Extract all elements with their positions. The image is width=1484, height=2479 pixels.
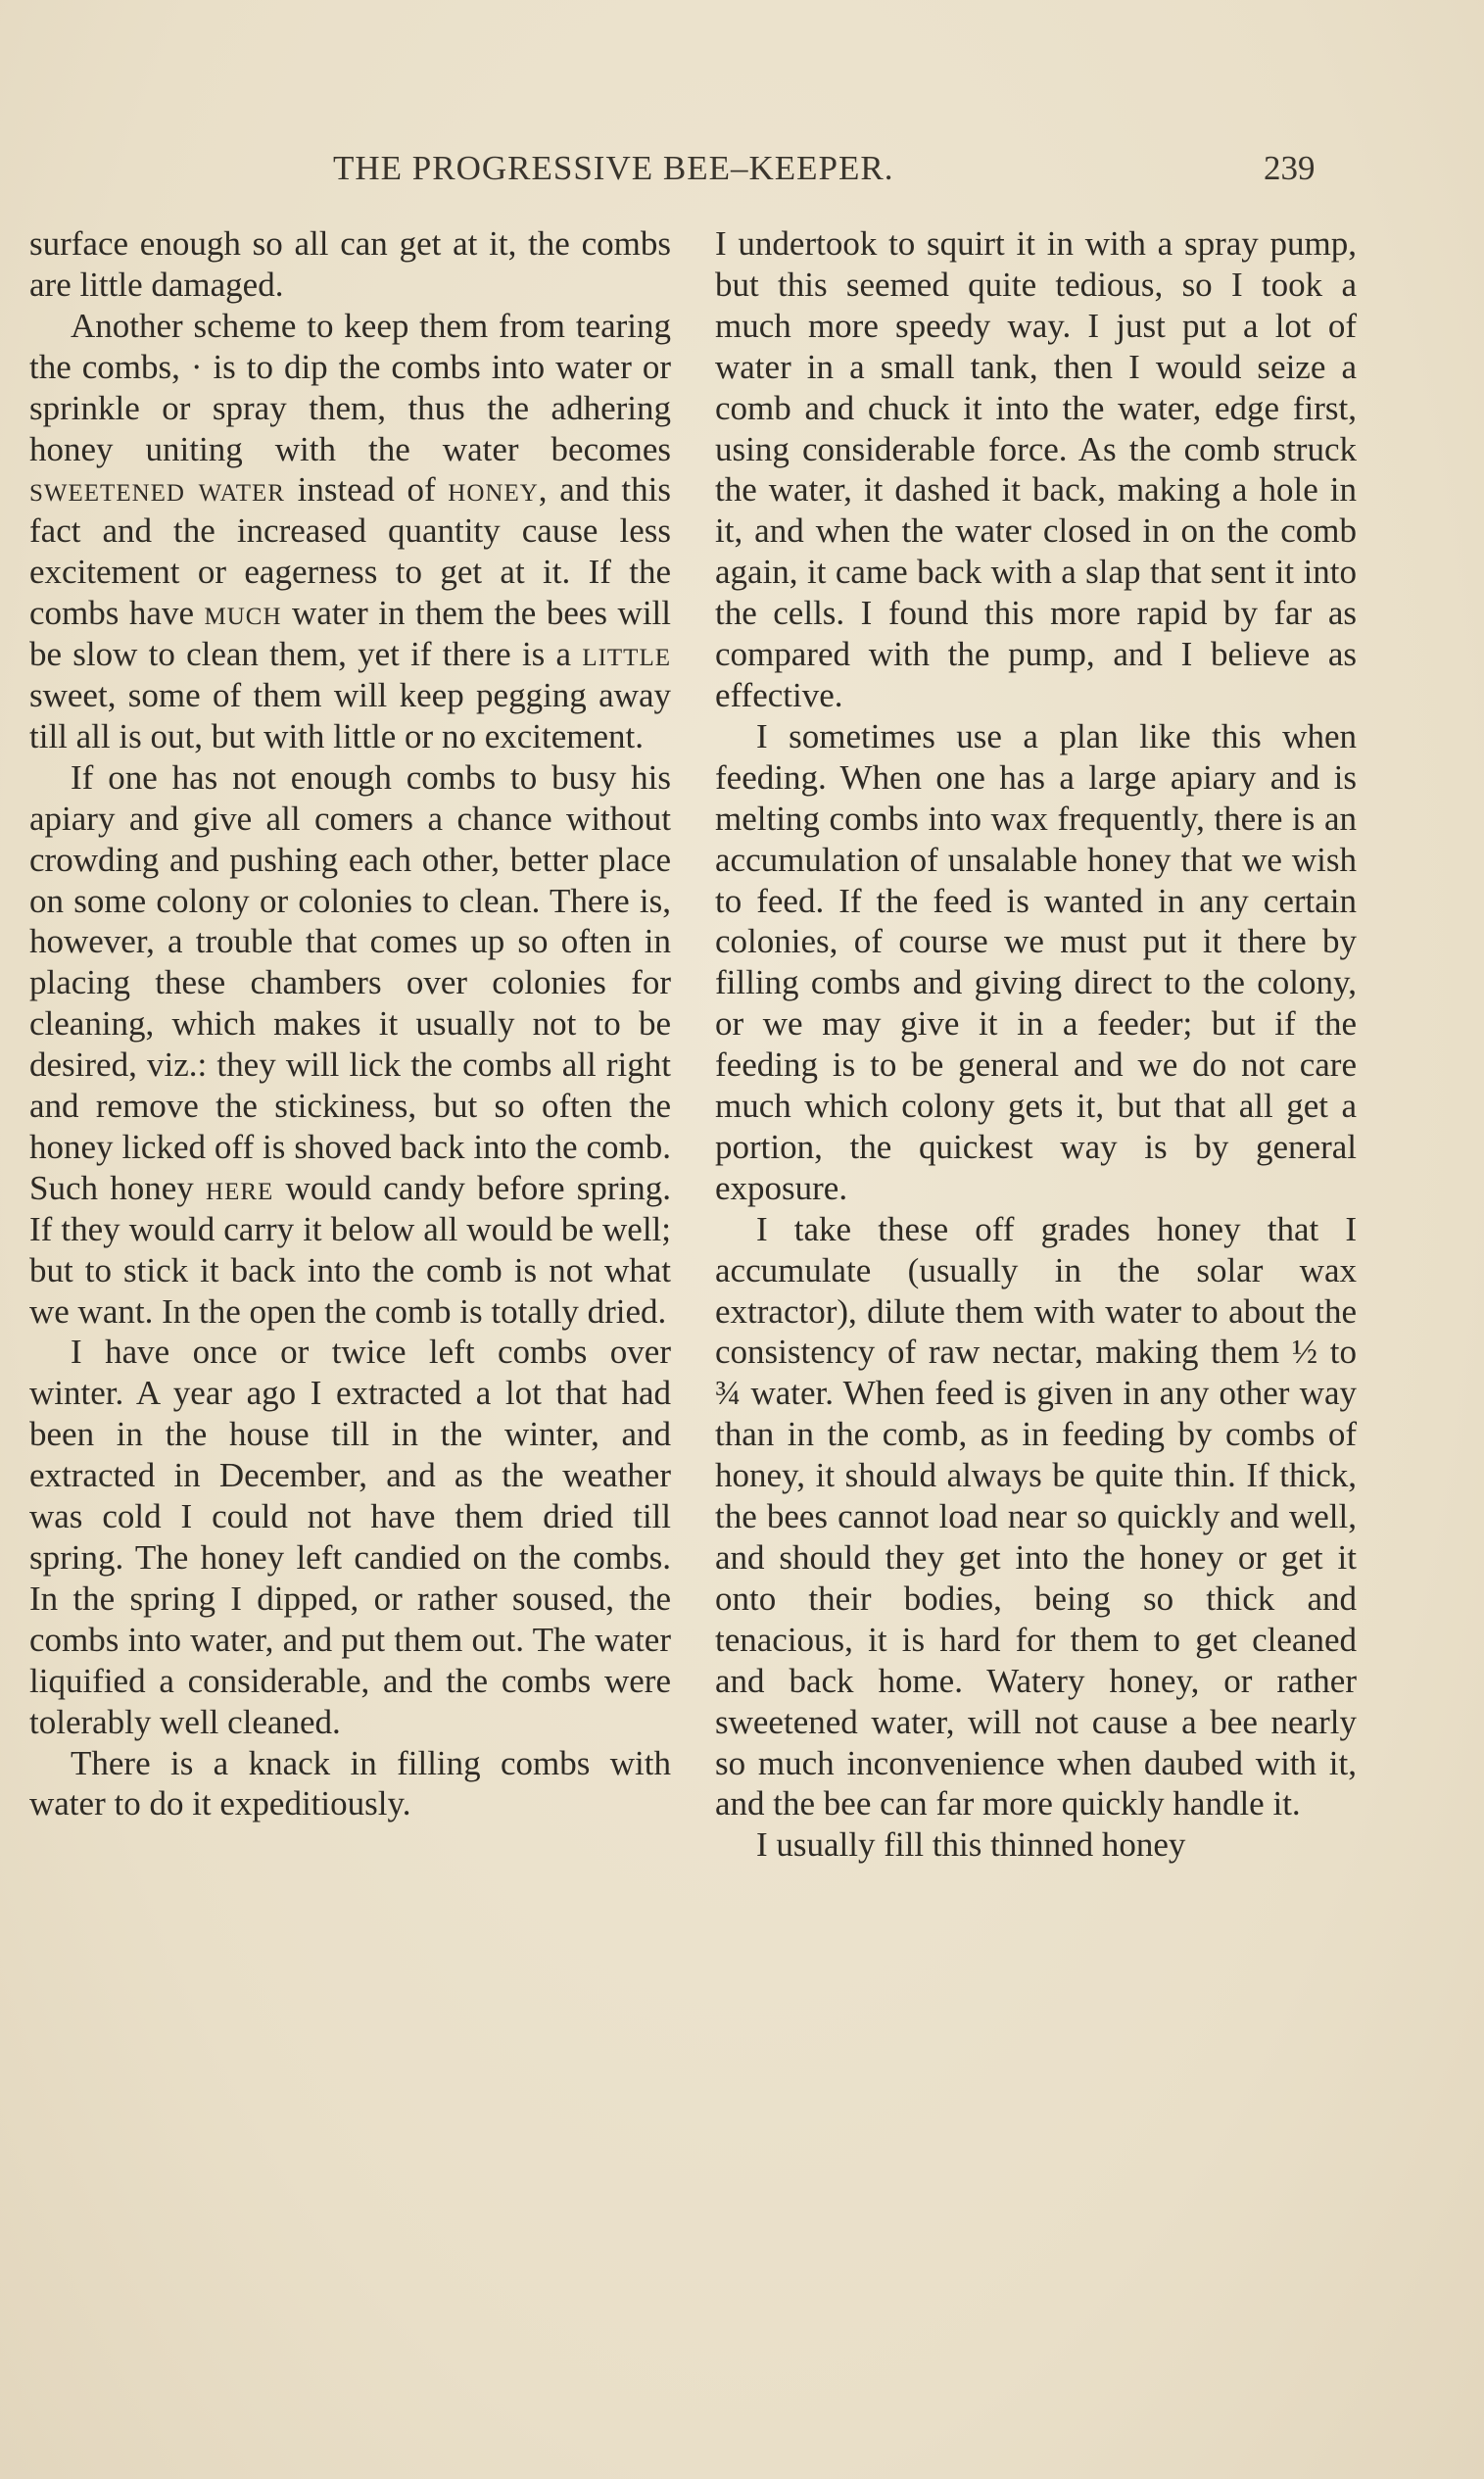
emphasis-text: here — [206, 1168, 274, 1207]
text-run: water in them the bees will be slow to clean them, yet if there is a — [29, 594, 671, 674]
emphasis-text: sweetened water — [29, 470, 285, 510]
paragraph — [29, 757, 671, 1333]
text-run: instead of — [284, 470, 449, 510]
text-run: Another scheme to keep them from tearing the combs, · is to dip the combs into water or sprinkle or spray them, thus the adhering honey uniting with the water becomes — [29, 306, 671, 468]
page-number: 239 — [1264, 149, 1316, 187]
left-column — [29, 223, 671, 1824]
emphasis-text: little — [582, 635, 671, 674]
fraction: ¾ — [715, 1374, 742, 1413]
paragraph — [29, 306, 671, 757]
journal-title: THE PROGRESSIVE BEE–KEEPER. — [333, 149, 894, 187]
paragraph: I have once or twice left combs over winter. A year ago I extracted a lot that had been in the house till in the winter, and extracted in December, and as the weather was cold I could not have them dried till spring. The honey left candied on the combs. In the spring I dipped, or rather soused, the combs into water, and put them out. The water liquified a considerable, and the combs were tolerably well cleaned. — [29, 1333, 671, 1741]
running-header — [29, 149, 1362, 198]
paragraph: I undertook to squirt it in with a spray pump, but this seemed quite tedious, so I took a much more speedy way. I just put a lot of water in a small tank, then I would seize a comb and chuck it into the water, edge first, using considerable force. As the comb struck the water, it dashed it back, making a hole in it, and when the water closed in on the comb again, it came back with a slap that sent it into the cells. I found this more rapid by far as compared with the pump, and I believe as effective. — [715, 224, 1357, 714]
text-run: would candy before spring. If they would carry it below all would be well; but to stick it back into the comb is not what we want. In the open the comb is totally dried. — [29, 1168, 671, 1331]
paragraph — [715, 1209, 1357, 1825]
text-run: water. When feed is given in any other way than in the comb, as in feeding by combs of honey, it should always be quite thin. If thick, the bees cannot load near so quickly and well, and should they get into the honey or get it onto their bodies, being so thick and tenacious, it is hard for them to get cleaned and back home. Watery honey, or rather sweetened water, will not cause a bee nearly so much inconvenience when daubed with it, and the bee can far more quickly handle it. — [715, 1374, 1357, 1823]
emphasis-text: much — [204, 594, 282, 633]
emphasis-text: honey — [448, 470, 539, 510]
paragraph: surface enough so all can get at it, the combs are little damaged. — [29, 224, 671, 304]
text-run: , and this fact and the increased quantity cause less excitement or eagerness to get at it. If the combs have — [29, 470, 671, 633]
paragraph: I usually fill this thinned honey — [756, 1825, 1186, 1865]
right-column — [715, 223, 1357, 1866]
text-run: If one has not enough combs to busy his apiary and give all comers a chance without crowding and pushing each other, better place on some colony or colonies to clean. There is, however, a trouble that comes up so often in placing these chambers over colonies for cleaning, which makes it usually not to be desired, viz.: they will lick the combs all right and remove the stickiness, but so often the honey licked off is shoved back into the comb. Such honey — [29, 757, 671, 1207]
paragraph: I sometimes use a plan like this when feeding. When one has a large apiary and is melting combs into wax frequently, there is an accumulation of unsalable honey that we wish to feed. If the feed is wanted in any certain colonies, of course we must put it there by filling combs and giving direct to the colony, or we may give it in a feeder; but if the feeding is to be general and we do not care much which colony gets it, but that all get a portion, the quickest way is by general exposure. — [715, 716, 1357, 1207]
paragraph: There is a knack in filling combs with water to do it expeditiously. — [29, 1743, 671, 1823]
text-run: I take these off grades honey that I accumulate (usually in the solar wax extractor), dilute them with water to about the consistency of raw nectar, making them — [715, 1209, 1357, 1372]
text-run: to — [1317, 1333, 1357, 1372]
text-run: sweet, some of them will keep pegging away till all is out, but with little or no excitement. — [29, 675, 671, 755]
fraction: ½ — [1291, 1333, 1318, 1372]
